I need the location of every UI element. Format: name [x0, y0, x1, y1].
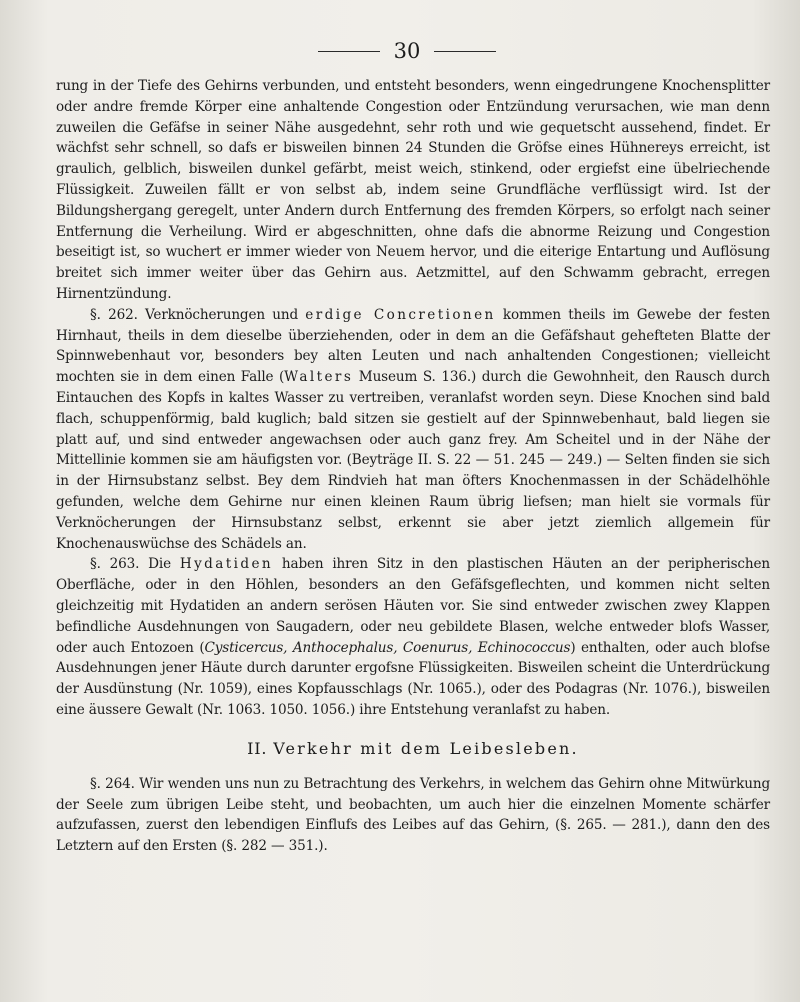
- header-rule-left: [318, 51, 380, 52]
- paragraph-262-text-1: Verknöcherungen und: [137, 306, 306, 323]
- paragraph-number-263: §. 263.: [90, 556, 140, 573]
- term-erdige-concretionen: erdige Concretionen: [305, 306, 496, 323]
- section-heading: [56, 739, 770, 758]
- paragraph-263-text-1: Die: [139, 556, 180, 573]
- paragraph-262-text-3: Museum S. 136.) durch die Gewohnheit, den Rausch durch Eintauchen des Kopfs in kaltes Wasser zu vertreiben, veranlafst worden seyn. Diese Knochen sind bald flach, schuppenförmig, bald kuglich; bald sitzen sie gestielt auf der Spinnwebenhaut, bald liegen sie platt auf, und sind entweder angewachsen oder auch ganz frey. Am Scheitel und in der Nähe der Mittellinie kommen sie am häufigsten vor. (Beyträge II. S. 22 — 51. 245 — 249.) — Selten finden sie sich in der Hirnsubstanz selbst. Bey dem Rindvieh hat man öfters Knochenmassen in der Schädelhöhle gefunden, welche dem Gehirne nur einen kleinen Raum übrig liefsen; man hielt sie vormals für Verknöcherungen der Hirnsubstanz selbst, erkennt sie aber jetzt ziemlich allgemein für Knochenauswüchse des Schädels an.: [56, 369, 770, 552]
- term-hydatiden: Hydatiden: [179, 556, 274, 573]
- paragraph-263-text-3: ) enthalten, oder auch blofse Ausdehnungen jener Häute durch darunter ergofsne Flüssigkeiten. Bisweilen scheint die Unterdrückung der Ausdünstung (Nr. 1059), eines Kopfausschlags (Nr. 1065.), oder des Podagras (Nr. 1076.), bisweilen eine äussere Gewalt (Nr. 1063. 1050. 1056.) ihre Entstehung veranlafst zu haben.: [56, 639, 770, 718]
- paragraph-263-text-2: haben ihren Sitz in den plastischen Häuten an der peripherischen Oberfläche, oder in den Höhlen, besonders an den Gefäfsgeflechten, und kommen nicht selten gleichzeitig mit Hydatiden an andern serösen Häuten vor. Sie sind entweder zwischen zwey Klappen befindliche Ausdehnungen von Saugadern, oder neu gebildete Blasen, welche entweder blofs Wasser, oder auch Entozoen (: [56, 556, 770, 656]
- section-title: Verkehr mit dem Leibesleben.: [273, 738, 579, 758]
- paragraph-number-262: §. 262.: [90, 306, 138, 323]
- page-number: 30: [393, 39, 421, 63]
- header-rule-right: [434, 51, 496, 52]
- paragraph-264: §. 264. Wir wenden uns nun zu Betrachtung des Verkehrs, in welchem das Gehirn ohne Mitwürkung der Seele zum übrigen Leibe steht, und beobachten, um auch hier die einzelnen Momente schärfer aufzufassen, zuerst den lebendigen Einflufs des Leibes auf das Gehirn, (§. 265. — 281.), dann den des Letztern auf den Ersten (§. 282 — 351.).: [56, 775, 770, 855]
- paragraph-262-text-2: kommen theils im Gewebe der festen Hirnhaut, theils in dem dieselbe überziehenden, oder in dem an die Gefäfshaut gehefteten Blatte der Spinnwebenhaut vor, besonders bey alten Leuten und nach anhaltenden Congestionen; vielleicht mochten sie in dem einen Falle (: [56, 306, 770, 386]
- page-header: [44, 38, 770, 64]
- paragraph-262: [56, 305, 770, 555]
- taxa-italic: Cysticercus, Anthocephalus, Coenurus, Echinococcus: [204, 639, 571, 656]
- section-numeral: II.: [247, 738, 268, 758]
- paragraph-continuation: rung in der Tiefe des Gehirns verbunden, und entsteht besonders, wenn eingedrungene Knochensplitter oder andre fremde Körper eine anhaltende Congestion oder Entzündung verursachen, wie man denn zuweilen die Gefäfse in seiner Nähe ausgedehnt, sehr roth und wie gequetscht aussehend, findet. Er wächfst sehr schnell, so dafs er bisweilen binnen 24 Stunden die Gröfse eines Hühnereys erreicht, ist graulich, gelblich, bisweilen dunkel gefärbt, meist weich, stinkend, oder ergiefst eine übelriechende Flüssigkeit. Zuweilen fällt er von selbst ab, indem seine Grundfläche verflüssigt wird. Ist der Bildungshergang geregelt, unter Andern durch Entfernung des fremden Körpers, so erfolgt nach seiner Entfernung die Verheilung. Wird er abgeschnitten, ohne dafs die abnorme Reizung und Congestion beseitigt ist, so wuchert er immer wieder von Neuem hervor, und die eiterige Entartung und Auflösung breitet sich immer weiter über das Gehirn aus. Aetzmittel, auf den Schwamm gebracht, erregen Hirnentzündung.: [56, 78, 770, 302]
- name-walters: Walters: [284, 369, 354, 386]
- paragraph-263: [56, 554, 770, 720]
